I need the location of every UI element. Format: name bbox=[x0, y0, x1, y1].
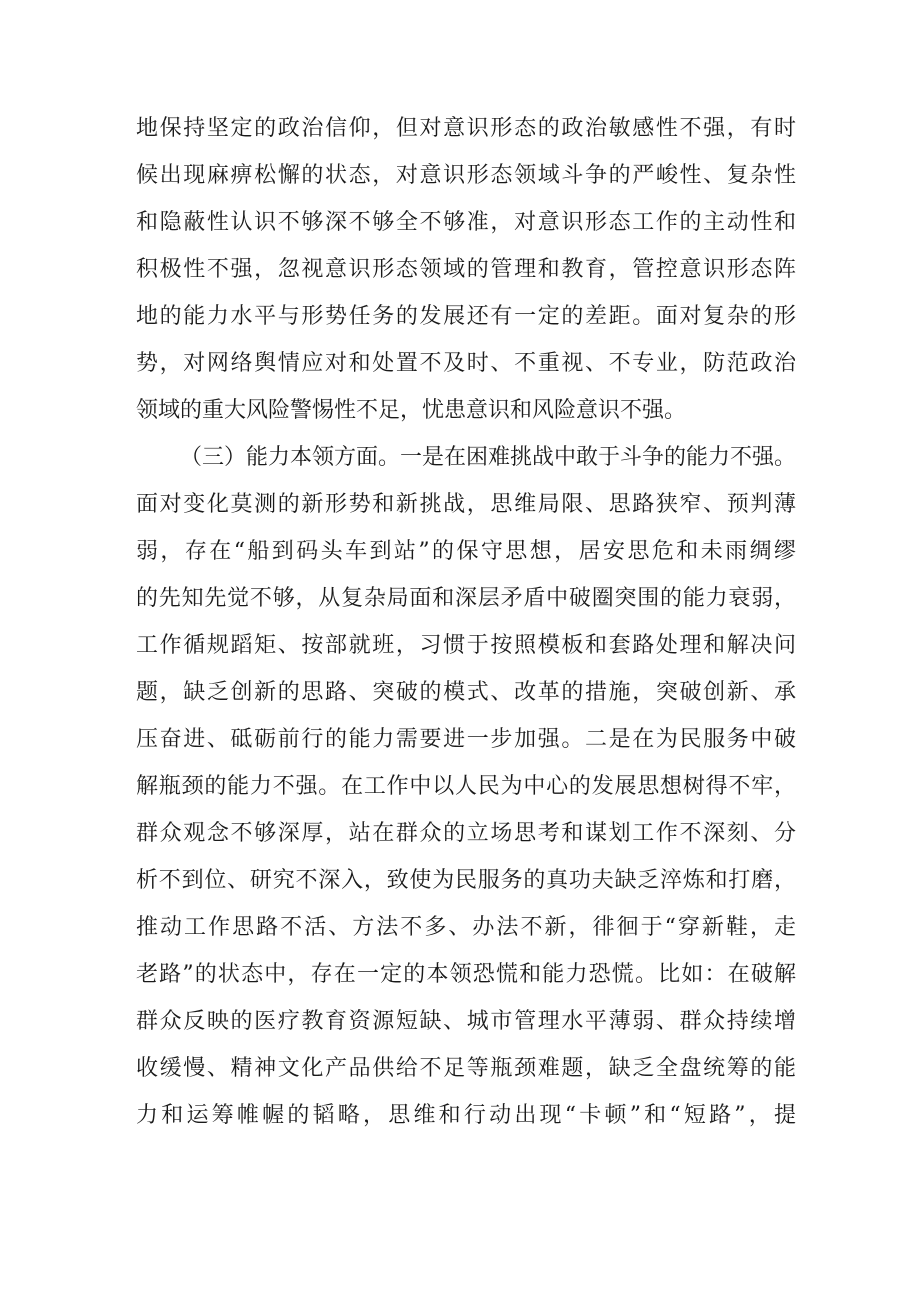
text-line: 收缓慢、精神文化产品供给不足等瓶颈难题，缺乏全盘统筹的能 bbox=[136, 1056, 796, 1081]
text-line: 题，缺乏创新的思路、突破的模式、改革的措施，突破创新、承 bbox=[136, 680, 796, 705]
text-line: 领域的重大风险警惕性不足，忧患意识和风险意识不强。 bbox=[136, 398, 687, 423]
text-line: 压奋进、砥砺前行的能力需要进一步加强。二是在为民服务中破 bbox=[136, 727, 796, 752]
text-line: 地的能力水平与形势任务的发展还有一定的差距。面对复杂的形 bbox=[136, 304, 796, 329]
text-line: 工作循规蹈矩、按部就班，习惯于按照模板和套路处理和解决问 bbox=[136, 633, 796, 658]
text-line: 地保持坚定的政治信仰，但对意识形态的政治敏感性不强，有时 bbox=[136, 116, 796, 141]
text-line: 群众观念不够深厚，站在群众的立场思考和谋划工作不深刻、分 bbox=[136, 821, 796, 846]
text-line: 群众反映的医疗教育资源短缺、城市管理水平薄弱、群众持续增 bbox=[136, 1009, 796, 1034]
text-line: 析不到位、研究不深入，致使为民服务的真功夫缺乏淬炼和打磨， bbox=[136, 868, 796, 893]
text-line: 的先知先觉不够，从复杂局面和深层矛盾中破圈突围的能力衰弱， bbox=[136, 586, 796, 611]
text-line: 积极性不强，忽视意识形态领域的管理和教育，管控意识形态阵 bbox=[136, 257, 796, 282]
text-line: 和隐蔽性认识不够深不够全不够准，对意识形态工作的主动性和 bbox=[136, 210, 796, 235]
text-line: 面对变化莫测的新形势和新挑战，思维局限、思路狭窄、预判薄 bbox=[136, 492, 796, 517]
text-line: 弱，存在“船到码头车到站”的保守思想，居安思危和未雨绸缪 bbox=[136, 539, 796, 564]
text-line: 老路”的状态中，存在一定的本领恐慌和能力恐慌。比如：在破解 bbox=[136, 962, 796, 987]
text-line: 解瓶颈的能力不强。在工作中以人民为中心的发展思想树得不牢， bbox=[136, 774, 796, 799]
text-line: 推动工作思路不活、方法不多、办法不新，徘徊于“穿新鞋，走 bbox=[136, 915, 796, 940]
section-heading-line: （三）能力本领方面。一是在困难挑战中敢于斗争的能力不强。 bbox=[180, 445, 797, 470]
text-line: 候出现麻痹松懈的状态，对意识形态领域斗争的严峻性、复杂性 bbox=[136, 163, 796, 188]
text-line: 势，对网络舆情应对和处置不及时、不重视、不专业，防范政治 bbox=[136, 351, 796, 376]
text-line: 力和运筹帷幄的韬略，思维和行动出现“卡顿”和“短路”，提 bbox=[136, 1103, 796, 1128]
